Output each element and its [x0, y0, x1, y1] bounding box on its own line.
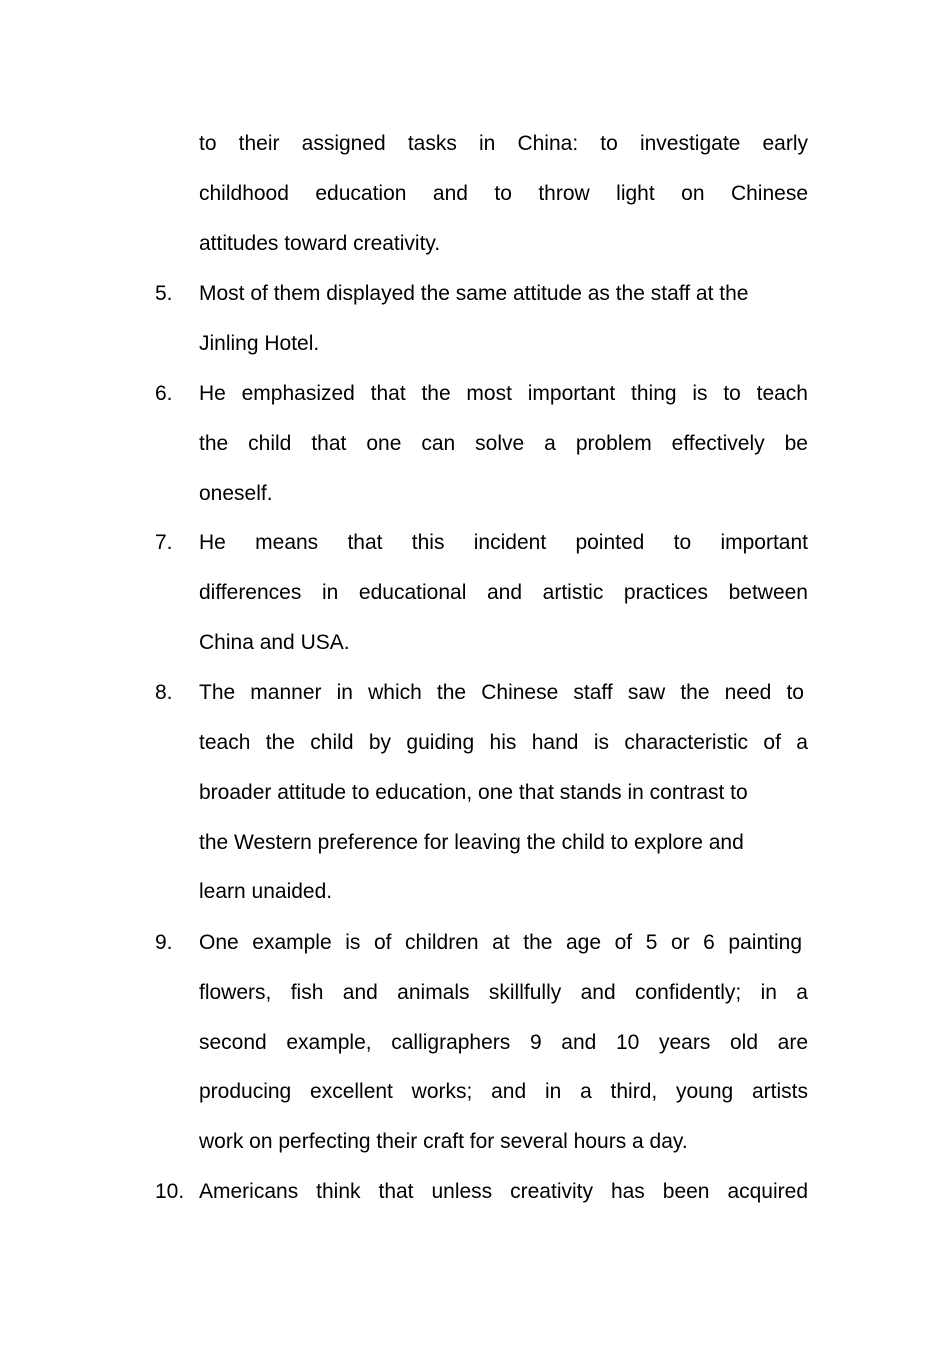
item-line: Most of them displayed the same attitude as the staff at the — [199, 282, 749, 305]
item-line: second example, calligraphers 9 and 10 years old are — [199, 1031, 808, 1054]
item-line: He means that this incident pointed to important — [199, 531, 808, 554]
item-line: He emphasized that the most important thing is to teach — [199, 382, 808, 405]
item-number: 6. — [155, 382, 173, 405]
item-number: 7. — [155, 531, 173, 554]
item-line: flowers, fish and animals skillfully and confidently; in a — [199, 981, 808, 1004]
item-line: learn unaided. — [199, 880, 333, 903]
item-line: The manner in which the Chinese staff saw the need to — [199, 681, 804, 704]
item-line: Americans think that unless creativity has been acquired — [199, 1180, 808, 1203]
item-line: producing excellent works; and in a third, young artists — [199, 1080, 808, 1103]
item-number: 8. — [155, 681, 173, 704]
item-line: One example is of children at the age of 5 or 6 painting — [199, 931, 802, 954]
item-line: the Western preference for leaving the child to explore and — [199, 831, 744, 854]
item-line: broader attitude to education, one that stands in contrast to — [199, 781, 748, 804]
item-line: work on perfecting their craft for several hours a day. — [199, 1130, 688, 1153]
item-number: 10. — [155, 1180, 185, 1203]
continuation-line: attitudes toward creativity. — [199, 232, 441, 255]
item-line: China and USA. — [199, 631, 350, 654]
item-number: 5. — [155, 282, 173, 305]
item-line: teach the child by guiding his hand is characteristic of a — [199, 731, 808, 754]
item-line: oneself. — [199, 482, 273, 505]
item-line: the child that one can solve a problem effectively be — [199, 432, 808, 455]
item-number: 9. — [155, 931, 173, 954]
continuation-line: to their assigned tasks in China: to investigate early — [199, 132, 808, 155]
item-line: Jinling Hotel. — [199, 332, 320, 355]
item-line: differences in educational and artistic practices between — [199, 581, 808, 604]
continuation-line: childhood education and to throw light on Chinese — [199, 182, 808, 205]
